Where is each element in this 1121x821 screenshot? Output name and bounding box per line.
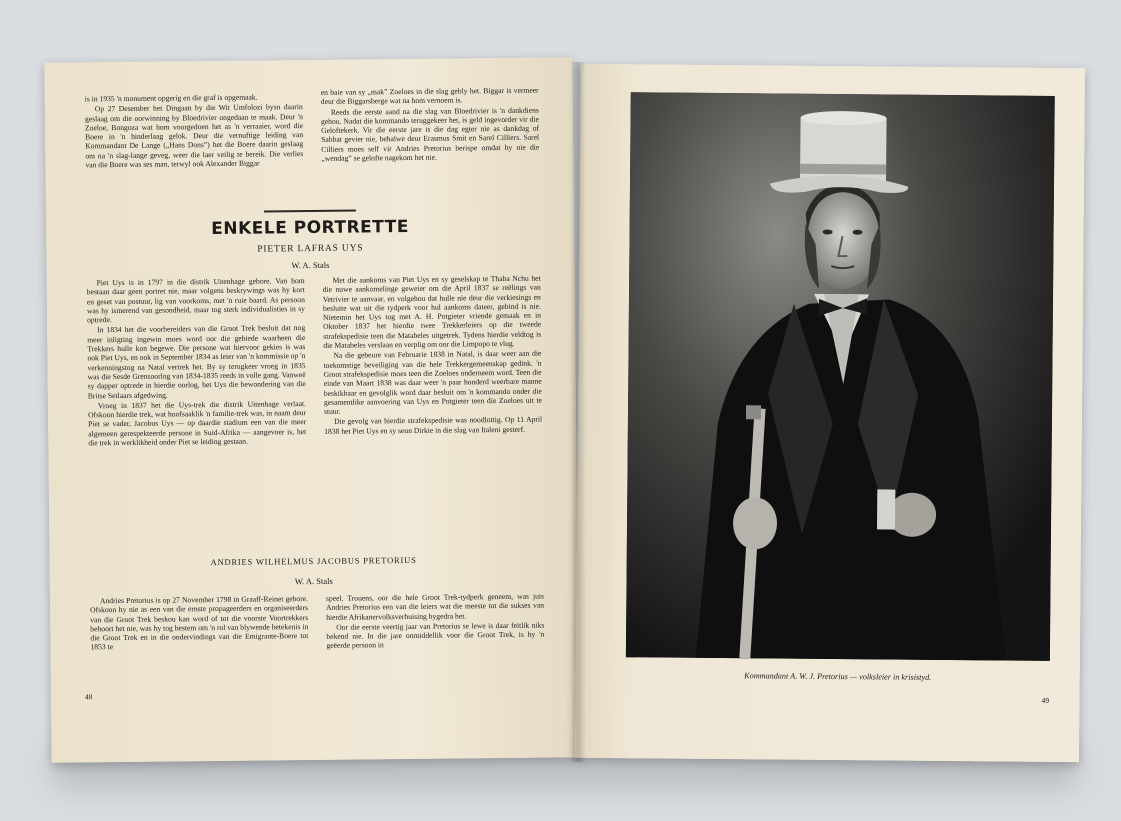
paragraph: en baie van sy „mak” Zoeloes in die slag gebly het. Biggar is vermeer deur die Biggarsberge wat na hom vernoem is.: [320, 85, 539, 107]
book-gutter: [570, 62, 586, 762]
paragraph: Andries Pretorius is op 27 November 1798 in Graaff-Reinet gebore. Ofskoon hy nie as een van die ernste propageerders en organiseerders van die Groot Trek beskou kan word of tot die voorste Voortrekkers behoort het nie, was hy tog bestem om 'n rol van blywende betekenis in die Groot Trek en in die ondervindings van die Emigrante-Boere tot 1853 te: [90, 594, 309, 652]
page-number-right: 49: [1041, 695, 1050, 705]
portrait-illustration: [626, 92, 1055, 661]
section-heading: ENKELE PORTRETTE: [211, 216, 410, 240]
paragraph: Met die aankoms van Piet Uys en sy geselskap te Thaba Nchu het die nuwe aankomelinge geweier om die April 1837 se reëlings van Vetrivier te aanvaar, en volgehou dat hulle nie deur die verkiesings en besluite wat uit die tydperk voor hul aankoms dateer, gebind is nie. Nietemin het Uys tog met A. H. Potgieter vriende gemaak en in Oktober 1837 het hierdie twee Trekkerleiers op die tweede strafekspedisie teen die Matabeles uitgetrek. Tydens hierdie veldtog is die Matabeles verslaan en verplig om oor die Limpopo te vlug.: [322, 273, 542, 350]
portrait-photo: [626, 92, 1055, 661]
top-column-2: [321, 86, 540, 165]
paragraph: Vroeg in 1837 het die Uys-trek die distrik Uitenhage verlaat. Ofskoon hierdie trek, wat hoofsaaklik 'n familie-trek was, in naam deur Piet se vader, Jacobus Uys — op daardie stadium een van die meer algemeen gerespekteerde persone in Suid-Afrika — aangevoer is, het die trek in werklikheid onder Piet se leiding gestaan.: [87, 398, 307, 448]
paragraph: Piet Uys is in 1797 in die distrik Uitenhage gebore. Van hom bestaan daar geen portret nie, maar volgens beskrywings was hy kort en geset van postuur, lig van voorkoms, met 'n ruie baard. As persoon was hy ismerend van gesondheid, maar tog sterk individualisties in sy optrede.: [86, 276, 305, 325]
author-pretorius: W. A. Stals: [294, 575, 333, 587]
heading-rule: [264, 210, 356, 213]
photo-caption: Kommandant A. W. J. Pretorius — volksleier in krisistyd.: [744, 671, 932, 682]
paragraph: speel. Trouens, oor die hele Groot Trek-tydperk geneem, was juis Andries Pretorius een van die leiers wat die meeste tot die sukses van hierdie Afrikanervolksverhuising bygedra het.: [325, 591, 545, 622]
top-column-1: [85, 92, 304, 171]
author-uys: W. A. Stals: [291, 259, 330, 271]
pretorius-column-1: [90, 594, 309, 653]
paragraph: Na die gebeure van Februarie 1838 in Natal, is daar weer aan die toekomstige beveiliging van die hele Trekkergemeenskap gedink. 'n Groot strafekspedisie moes teen die Zoeloes onderneem word. Teen die einde van Maart 1838 was daar weer 'n paar honderd weerbare manne beskikbaar en gevolglik word daar besluit om 'n kommando onder die gesamentlike aanvoering van Uys en Potgieter teen die Zoeloes uit te stuur.: [323, 348, 542, 417]
uys-column-1: [87, 276, 307, 449]
left-page: [44, 57, 579, 762]
paragraph: Reeds die eerste aand na die slag van Bloedrivier is 'n dankdiens gehou. Nadat die kommando teruggekeer het, is geld ingevorder vir die Geloftekerk. Vir die eerste jare is die dag egter nie as dankdag of Sabbat gevier nie, behalwe deur Erasmus Smit en Sarel Cilliers. Sarel Cilliers moes self vir Andries Pretorius berispe omdat hy nie die „wendag” se gelofte nagekom het nie.: [320, 105, 540, 163]
right-page: [575, 64, 1085, 762]
subheading-pretorius: ANDRIES WILHELMUS JACOBUS PRETORIUS: [210, 554, 417, 568]
page-number-left: 48: [84, 692, 93, 702]
paragraph: is in 1935 'n monument opgerig en die graf is opgemaak.: [84, 92, 258, 104]
paragraph: In 1834 het die voorbereiders van die Groot Trek besluit dat nog meer inligting ingewin moes word oor die gebiede waarheen die Trekkers hulle kon begewe. Die persone wat hiervoor gekies is was ook Piet Uys, en ook in September 1834 as leier van 'n kommissie op 'n verkenningstog na Natal vertrek het. By sy terugkeer vroeg in 1835 was die Sesde Grensoorlog van 1834-1835 reeds in volle gang. Vanweë sy dapper optrede in hierdie oorlog, het Uys die bewondering van die Britse Setlaars afgedwing.: [87, 323, 306, 400]
pretorius-column-2: [326, 592, 545, 652]
uys-column-2: [323, 274, 543, 437]
paragraph: Oor die eerste veertig jaar van Pretorius se lewe is daar feitlik niks bekend nie. In die jare onmiddellik voor die Groot Trek, is hy 'n geëerde persoon in: [326, 620, 545, 651]
paragraph: Op 27 Desember het Dingaan by die Wit Umfolozi bysn daarin geslaag om die oorwinning by Bloedrivier ongedaan te maak. Deur 'n Zoeloe, Bongoza wat hom voorgedoen het as 'n verraaier, word die Boere in 'n hinderlaag gelok. Deur die vernuftige leiding van Kommandant De Lange („Hans Dons”) het die Boere daarin geslaag om na 'n slag-lange geveg, weer die laer veilig te bereik. Die verlies van die Boere was ses man, terwyl ook Alexander Biggar: [84, 102, 304, 170]
subheading-uys: PIETER LAFRAS UYS: [257, 243, 364, 255]
paragraph: Die gevolg van hierdie strafekspedisie was noodlottig. Op 11 April 1838 het Piet Uys en sy seun Dirkie in die slag van Italeni gesterf.: [324, 415, 543, 436]
